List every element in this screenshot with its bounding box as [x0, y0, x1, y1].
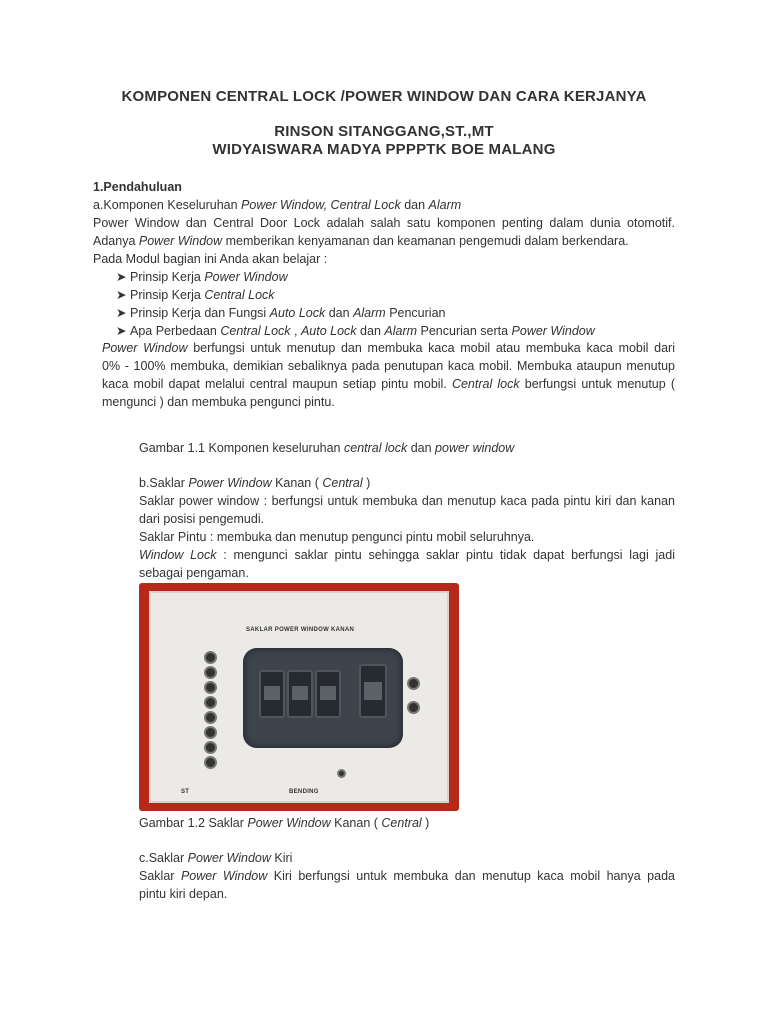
text-span: Prinsip Kerja: [130, 270, 205, 284]
text-span: Kanan (: [330, 816, 382, 830]
switch-rocker: [364, 682, 382, 700]
indicator-led: [407, 677, 420, 690]
subheading-c: [139, 849, 292, 867]
indicator-led: [204, 741, 217, 754]
paragraph-line: [139, 867, 675, 885]
italic-span: Alarm: [428, 198, 462, 212]
italic-span: Power Window: [187, 851, 271, 865]
text-span: Apa Perbedaan: [130, 324, 221, 338]
text-span: dan: [407, 441, 436, 455]
subheading-b: [139, 474, 370, 492]
bullet-item: [116, 322, 595, 340]
window-switch: [287, 670, 313, 718]
switch-rocker: [320, 686, 336, 700]
text-span: Pencurian: [385, 306, 446, 320]
indicator-led: [407, 701, 420, 714]
text-span: dan: [325, 306, 354, 320]
switch-rocker: [292, 686, 308, 700]
italic-span: Auto Lock: [300, 324, 357, 338]
bullet-item: [116, 268, 288, 286]
indicator-led: [204, 666, 217, 679]
italic-span: Power Window, Central Lock: [241, 198, 401, 212]
italic-span: Power Window: [204, 270, 288, 284]
arrow-bullet-icon: ➤: [116, 288, 127, 302]
italic-span: power window: [435, 441, 515, 455]
author-name: RINSON SITANGGANG,ST.,MT: [274, 123, 494, 140]
text-span: ): [362, 476, 371, 490]
power-window-switch-module: [243, 648, 403, 748]
paragraph-line: [139, 546, 675, 564]
window-lock-switch: [315, 670, 341, 718]
screw-icon: [337, 769, 346, 778]
switch-rocker: [264, 686, 280, 700]
switch-panel-photo: [139, 583, 459, 811]
text-span: Gambar 1.1 Komponen keseluruhan: [139, 441, 344, 455]
author-affiliation: WIDYAISWARA MADYA PPPPTK BOE MALANG: [212, 141, 556, 158]
paragraph-line: [102, 339, 675, 357]
text-span: ,: [290, 324, 301, 338]
indicator-led: [204, 681, 217, 694]
text-span: a.Komponen Keseluruhan: [93, 198, 242, 212]
italic-span: Central: [381, 816, 422, 830]
text-span: : mengunci saklar pintu sehingga saklar pintu tidak dapat berfungsi lagi jadi: [216, 548, 675, 562]
italic-span: Power Window: [188, 476, 272, 490]
text-span: dan: [356, 324, 385, 338]
document-title: KOMPONEN CENTRAL LOCK /POWER WINDOW DAN CARA KERJANYA: [121, 88, 647, 105]
italic-span: central lock: [344, 441, 408, 455]
panel-label-st: ST: [181, 789, 190, 795]
figure-caption: [139, 439, 514, 457]
figure-caption: [139, 814, 429, 832]
bullet-item: [116, 286, 275, 304]
arrow-bullet-icon: ➤: [116, 306, 127, 320]
italic-span: Central lock: [451, 377, 520, 391]
italic-span: Auto Lock: [269, 306, 326, 320]
text-span: Kanan (: [271, 476, 323, 490]
indicator-led: [204, 756, 217, 769]
text-span: ): [421, 816, 430, 830]
panel-label-bending: BENDING: [289, 789, 319, 795]
text-span: Gambar 1.2 Saklar: [139, 816, 248, 830]
italic-span: Power Window: [180, 869, 268, 883]
indicator-led: [204, 696, 217, 709]
paragraph-line: dari posisi pengemudi.: [139, 512, 265, 526]
indicator-led: [204, 651, 217, 664]
italic-span: Alarm: [353, 306, 386, 320]
text-span: memberikan kenyamanan dan keamanan pengemudi dalam berkendara.: [222, 234, 629, 248]
paragraph-line: Saklar Pintu : membuka dan menutup pengunci pintu mobil seluruhnya.: [139, 530, 535, 544]
text-span: Kiri berfungsi untuk membuka dan menutup kaca mobil hanya pada: [267, 869, 675, 883]
paragraph-line: mengunci ) dan membuka pengunci pintu.: [102, 395, 335, 409]
paragraph-line: 0% - 100% membuka, demikian sebaliknya pada penutupan kaca mobil. Membuka ataupun menutup: [102, 359, 675, 373]
text-span: Kiri: [270, 851, 293, 865]
italic-span: Power Window: [511, 324, 595, 338]
window-switch: [259, 670, 285, 718]
paragraph-line: [93, 232, 629, 250]
text-span: berfungsi untuk menutup dan membuka kaca mobil atau membuka kaca mobil dari: [187, 341, 675, 355]
section-heading-pendahuluan: 1.Pendahuluan: [93, 180, 182, 194]
italic-span: Window Lock: [139, 548, 217, 562]
door-lock-switch: [359, 664, 387, 718]
text-span: Prinsip Kerja: [130, 288, 205, 302]
italic-span: Central: [322, 476, 363, 490]
text-span: kaca mobil dapat melalui central maupun setiap pintu mobil.: [102, 377, 452, 391]
text-span: Pencurian serta: [417, 324, 512, 338]
arrow-bullet-icon: ➤: [116, 270, 127, 284]
paragraph-line: pintu kiri depan.: [139, 887, 228, 901]
paragraph-line: sebagai pengaman.: [139, 566, 249, 580]
bullet-item: [116, 304, 445, 322]
text-span: berfungsi untuk menutup (: [519, 377, 676, 391]
italic-span: Alarm: [384, 324, 418, 338]
paragraph-line: Power Window dan Central Door Lock adalah salah satu komponen penting dalam dunia otomotif.: [93, 216, 675, 230]
text-span: Adanya: [93, 234, 139, 248]
paragraph-line: [102, 375, 675, 393]
italic-span: Central Lock: [204, 288, 275, 302]
indicator-led: [204, 726, 217, 739]
indicator-led: [204, 711, 217, 724]
italic-span: Power Window: [102, 341, 188, 355]
text-span: Prinsip Kerja dan Fungsi: [130, 306, 270, 320]
italic-span: Power Window: [247, 816, 331, 830]
switch-panel: [149, 591, 449, 803]
paragraph-line: Saklar power window : berfungsi untuk membuka dan menutup kaca pada pintu kiri dan kanan: [139, 494, 675, 508]
panel-title: SAKLAR POWER WINDOW KANAN: [246, 627, 355, 633]
italic-span: Central Lock: [220, 324, 291, 338]
italic-span: Power Window: [138, 234, 223, 248]
text-span: Saklar: [139, 869, 181, 883]
text-span: dan: [400, 198, 429, 212]
text-span: b.Saklar: [139, 476, 189, 490]
subheading-a: [93, 196, 461, 214]
paragraph-line: Pada Modul bagian ini Anda akan belajar :: [93, 252, 328, 266]
arrow-bullet-icon: ➤: [116, 324, 127, 338]
text-span: c.Saklar: [139, 851, 188, 865]
